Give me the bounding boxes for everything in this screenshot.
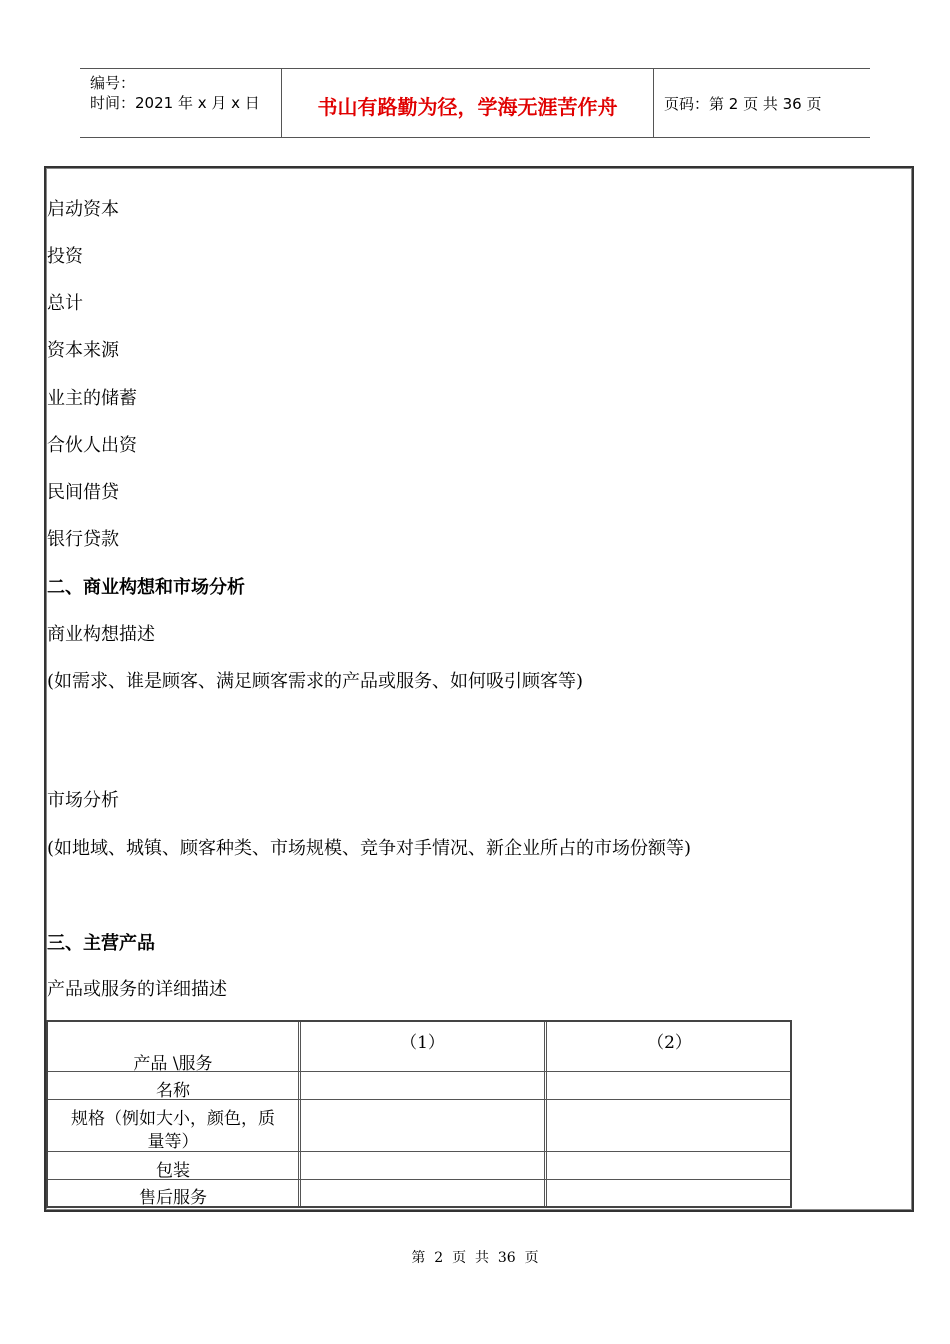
- date-line: 时间：2021 年 x 月 x 日: [90, 94, 260, 112]
- product-table: [46, 1020, 792, 1208]
- doc-number-label: 编号：: [90, 74, 136, 92]
- table-row-after-sales: 售后服务: [139, 1188, 207, 1208]
- line-total: 总计: [47, 293, 83, 314]
- line-capital-source: 资本来源: [47, 340, 119, 361]
- table-row-package: 包装: [156, 1161, 190, 1181]
- header-motto: 书山有路勤为径，学海无涯苦作舟: [317, 95, 618, 119]
- line-investment: 投资: [47, 246, 83, 267]
- product-description-title: 产品或服务的详细描述: [47, 979, 227, 1000]
- business-idea-hint: (如需求、谁是顾客、满足顾客需求的产品或服务、如何吸引顾客等): [47, 671, 584, 692]
- header-right-cell: [654, 69, 870, 137]
- table-col2-header: （2）: [647, 1033, 692, 1053]
- line-startup-capital: 启动资本: [47, 199, 119, 220]
- line-owner-savings: 业主的储蓄: [47, 388, 137, 409]
- line-partner-contribution: 合伙人出资: [47, 435, 137, 456]
- line-private-loan: 民间借贷: [47, 482, 119, 503]
- header-page-info: 页码：第 2 页 共 36 页: [664, 95, 822, 113]
- table-corner-label: 产品 \服务: [133, 1054, 213, 1074]
- table-col1-header: （1）: [400, 1033, 445, 1053]
- table-row-spec-line1: 规格（例如大小，颜色，质: [71, 1109, 275, 1129]
- table-row-spec-line2: 量等）: [147, 1132, 199, 1152]
- header-left-cell: [80, 69, 282, 137]
- market-analysis-title: 市场分析: [47, 790, 119, 811]
- business-idea-title: 商业构想描述: [47, 624, 155, 645]
- section2-heading: 二、商业构想和市场分析: [47, 577, 245, 598]
- line-bank-loan: 银行贷款: [47, 529, 119, 550]
- market-analysis-hint: (如地域、城镇、顾客种类、市场规模、竞争对手情况、新企业所占的市场份额等): [47, 838, 692, 859]
- page-footer: 第 2 页 共 36 页: [411, 1250, 539, 1266]
- header-center-cell: [282, 69, 654, 137]
- section3-heading: 三、主营产品: [47, 933, 155, 954]
- table-row-name: 名称: [156, 1081, 190, 1101]
- page-header: [80, 68, 870, 138]
